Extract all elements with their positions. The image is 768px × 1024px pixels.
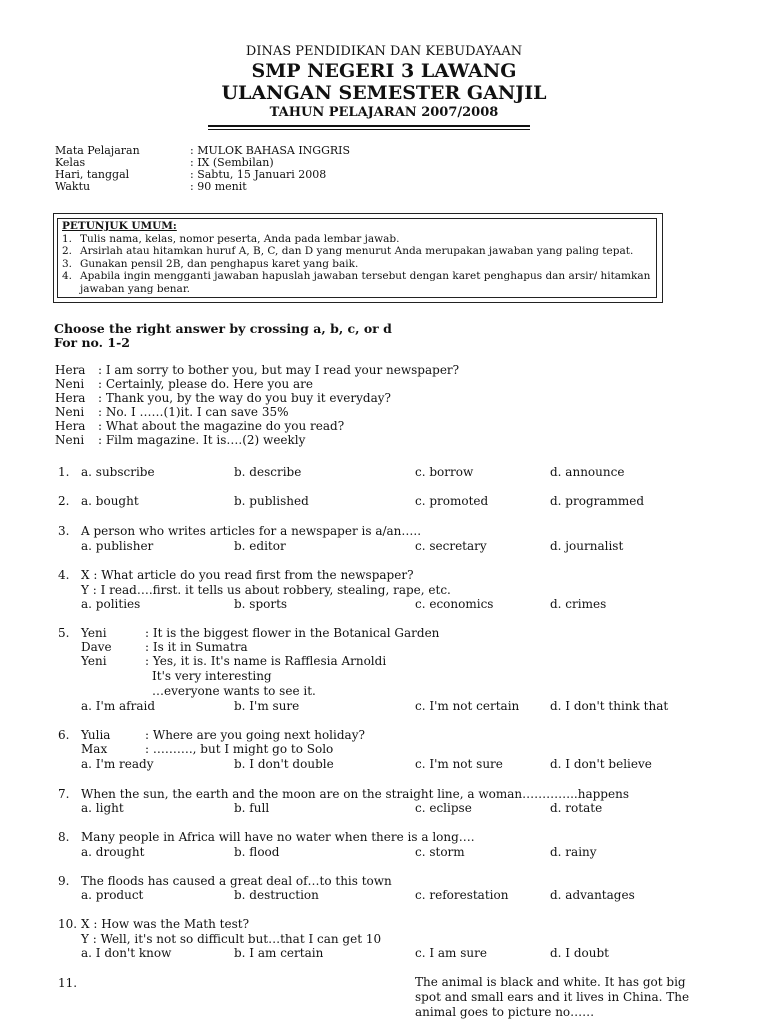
option-d[interactable]: d. I don't believe	[550, 757, 652, 771]
option-b[interactable]: b. I don't double	[234, 757, 334, 771]
option-a[interactable]: a. I'm ready	[81, 757, 154, 771]
header-rule-thin	[208, 129, 530, 130]
option-c[interactable]: c. secretary	[415, 539, 487, 553]
speech: It's very interesting	[152, 669, 272, 683]
speech: : Yes, it is. It's name is Rafflesia Arnoldi	[145, 654, 387, 668]
option-b[interactable]: b. sports	[234, 597, 288, 611]
question-stem: Y : Well, it's not so difficult but…that I can get 10	[81, 932, 382, 946]
question-number: 1.	[58, 465, 70, 479]
question-stem: Many people in Africa will have no water when there is a long….	[81, 830, 475, 844]
speech: : What about the magazine do you read?	[98, 419, 345, 433]
question-stem: X : What article do you read first from the newspaper?	[81, 568, 414, 582]
speaker: Max	[81, 742, 108, 756]
speech: : Is it in Sumatra	[145, 640, 248, 654]
option-c[interactable]: c. storm	[415, 845, 465, 859]
speech: …everyone wants to see it.	[152, 684, 316, 698]
option-d[interactable]: d. journalist	[550, 539, 624, 553]
question-number: 6.	[58, 728, 70, 742]
option-a[interactable]: a. polities	[81, 597, 141, 611]
question-11-text: The animal is black and white. It has got big spot and small ears and it lives in China. The animal goes to picture no……	[415, 975, 690, 1019]
speech: : Where are you going next holiday?	[145, 728, 365, 742]
option-d[interactable]: d. announce	[550, 465, 625, 479]
exam-info	[55, 145, 455, 197]
speech: : I am sorry to bother you, but may I read your newspaper?	[98, 363, 460, 377]
question-number: 5.	[58, 626, 70, 640]
option-a[interactable]: a. I'm afraid	[81, 699, 156, 713]
instruction-number: 3.	[62, 257, 73, 270]
question-stem: The floods has caused a great deal of…to this town	[81, 874, 392, 888]
info-key: Kelas	[55, 156, 86, 169]
info-value: : Sabtu, 15 Januari 2008	[190, 168, 327, 181]
info-value: : 90 menit	[190, 180, 247, 193]
option-c[interactable]: c. economics	[415, 597, 494, 611]
option-b[interactable]: b. I am certain	[234, 946, 324, 960]
question-stem: When the sun, the earth and the moon are on the straight line, a woman…………..happens	[81, 787, 629, 801]
option-c[interactable]: c. promoted	[415, 494, 489, 508]
option-d[interactable]: d. crimes	[550, 597, 607, 611]
option-b[interactable]: b. I'm sure	[234, 699, 300, 713]
question-number: 10.	[58, 917, 78, 931]
question-stem: Y : I read….first. it tells us about robbery, stealing, rape, etc.	[81, 583, 451, 597]
question-number: 7.	[58, 787, 70, 801]
option-b[interactable]: b. editor	[234, 539, 286, 553]
speaker: Dave	[81, 640, 112, 654]
header-exam: ULANGAN SEMESTER GANJIL	[221, 82, 547, 104]
option-a[interactable]: a. I don't know	[81, 946, 172, 960]
option-a[interactable]: a. subscribe	[81, 465, 155, 479]
option-b[interactable]: b. destruction	[234, 888, 319, 902]
speech: : Film magazine. It is….(2) weekly	[98, 433, 306, 447]
instruction-item	[62, 233, 662, 246]
option-c[interactable]: c. eclipse	[415, 801, 472, 815]
info-value: : MULOK BAHASA INGGRIS	[190, 144, 351, 157]
instruction-text: Apabila ingin mengganti jawaban hapuslah jawaban tersebut dengan karet penghapus dan arsir/ hitamkan jawaban yang benar.	[80, 270, 651, 295]
option-d[interactable]: d. advantages	[550, 888, 635, 902]
option-c[interactable]: c. I'm not certain	[415, 699, 520, 713]
option-d[interactable]: d. rotate	[550, 801, 603, 815]
option-d[interactable]: d. I don't think that	[550, 699, 669, 713]
option-a[interactable]: a. product	[81, 888, 144, 902]
option-d[interactable]: d. rainy	[550, 845, 597, 859]
speech: : Certainly, please do. Here you are	[98, 377, 314, 391]
speech: : No. I ……(1)it. I can save 35%	[98, 405, 289, 419]
speaker: Neni	[55, 433, 85, 447]
speech: : ………., but I might go to Solo	[145, 742, 334, 756]
speech: : Thank you, by the way do you buy it everyday?	[98, 391, 391, 405]
option-b[interactable]: b. full	[234, 801, 270, 815]
general-instructions	[62, 220, 662, 295]
speaker: Hera	[55, 391, 86, 405]
option-c[interactable]: c. I'm not sure	[415, 757, 503, 771]
option-a[interactable]: a. drought	[81, 845, 145, 859]
option-b[interactable]: b. flood	[234, 845, 280, 859]
instruction-number: 1.	[62, 232, 73, 245]
instruction-number: 4.	[62, 270, 73, 282]
question-number: 4.	[58, 568, 70, 582]
header-rule-thick	[208, 125, 530, 127]
speech: : It is the biggest flower in the Botanical Garden	[145, 626, 440, 640]
option-c[interactable]: c. reforestation	[415, 888, 509, 902]
question-number: 2.	[58, 494, 70, 508]
question-number: 9.	[58, 874, 70, 888]
instruction-text: Tulis nama, kelas, nomor peserta, Anda pada lembar jawab.	[80, 232, 400, 245]
option-a[interactable]: a. bought	[81, 494, 139, 508]
option-b[interactable]: b. describe	[234, 465, 302, 479]
question-stem: A person who writes articles for a newspaper is a/an…..	[81, 524, 422, 538]
speaker: Hera	[55, 363, 86, 377]
option-d[interactable]: d. I doubt	[550, 946, 610, 960]
instruction-item	[62, 270, 662, 295]
instruction-text: Gunakan pensil 2B, dan penghapus karet yang baik.	[80, 257, 359, 270]
question-number: 3.	[58, 524, 70, 538]
speaker: Yeni	[81, 626, 107, 640]
section-range: For no. 1-2	[54, 335, 130, 350]
option-d[interactable]: d. programmed	[550, 494, 645, 508]
speaker: Yeni	[81, 654, 107, 668]
info-key: Waktu	[55, 180, 91, 193]
info-key: Hari, tanggal	[55, 168, 130, 181]
speaker: Yulia	[81, 728, 111, 742]
speaker: Hera	[55, 419, 86, 433]
header-school: SMP NEGERI 3 LAWANG	[251, 60, 517, 82]
header-agency: DINAS PENDIDIKAN DAN KEBUDAYAAN	[245, 44, 523, 59]
option-b[interactable]: b. published	[234, 494, 309, 508]
speaker: Neni	[55, 405, 85, 419]
option-a[interactable]: a. light	[81, 801, 124, 815]
instruction-text: Arsirlah atau hitamkan huruf A, B, C, dan D yang menurut Anda merupakan jawaban yang paling tepat.	[80, 245, 634, 257]
option-a[interactable]: a. publisher	[81, 539, 154, 553]
instructions-title: PETUNJUK UMUM:	[62, 220, 177, 232]
option-c[interactable]: c. borrow	[415, 465, 474, 479]
option-c[interactable]: c. I am sure	[415, 946, 487, 960]
question-stem: X : How was the Math test?	[81, 917, 249, 931]
speaker: Neni	[55, 377, 85, 391]
section-instruction: Choose the right answer by crossing a, b, c, or d	[54, 321, 392, 336]
question-number: 8.	[58, 830, 70, 844]
header-year: TAHUN PELAJARAN 2007/2008	[269, 105, 499, 120]
question-number: 11.	[58, 976, 78, 990]
info-key: Mata Pelajaran	[55, 144, 140, 157]
instruction-item	[62, 245, 662, 258]
info-value: : IX (Sembilan)	[190, 156, 274, 169]
instruction-item	[62, 258, 662, 271]
instruction-number: 2.	[62, 245, 73, 257]
